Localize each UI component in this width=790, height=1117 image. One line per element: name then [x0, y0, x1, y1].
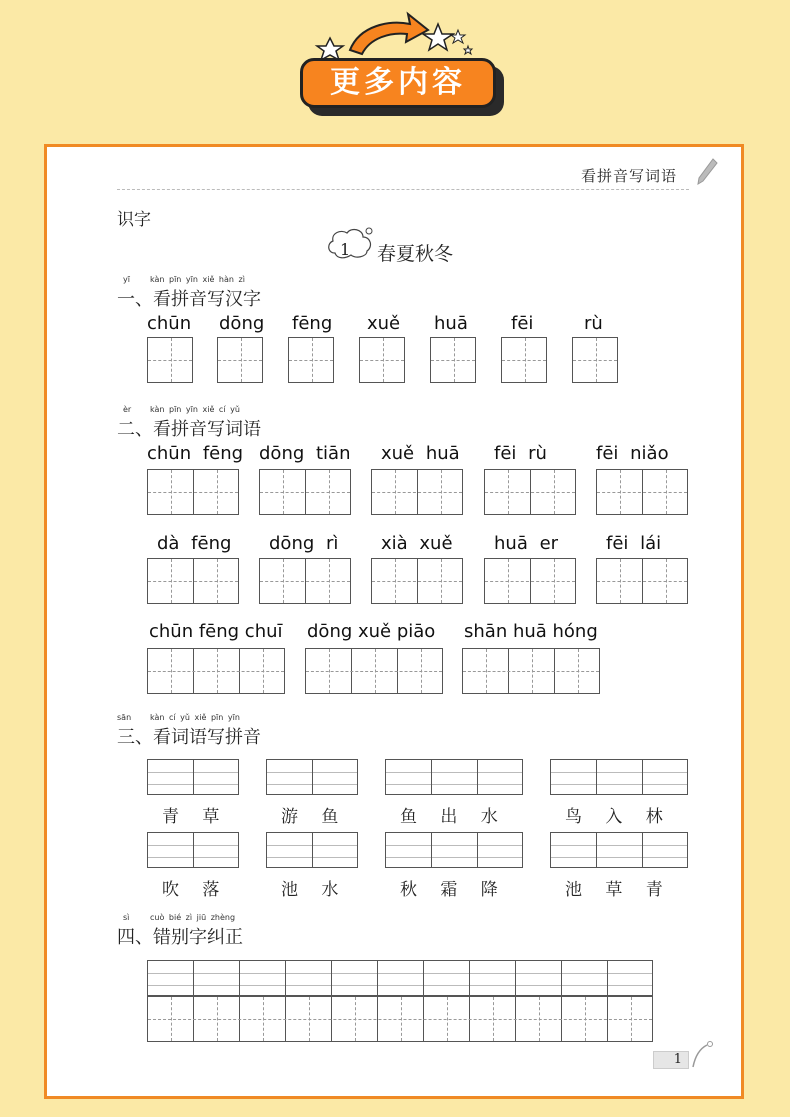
grid-guide: [597, 492, 687, 493]
writing-grid[interactable]: [359, 337, 405, 383]
section1-title: 一、看拼音写汉字: [117, 289, 261, 310]
pinyin-label: fēi rù: [494, 443, 547, 464]
pinyin-label: dōng tiān: [259, 443, 351, 464]
grid-cell-divider: [561, 961, 562, 995]
pinyin-label: xià xuě: [381, 533, 453, 554]
writing-grid[interactable]: [484, 469, 576, 515]
pinyin-label: chūn fēng: [147, 443, 244, 464]
writing-grid[interactable]: [217, 337, 263, 383]
word-label: 池 水: [281, 880, 339, 900]
section1-pinyin: kàn pīn yīn xiě hàn zì: [150, 275, 245, 284]
pinyin-line: [551, 784, 687, 785]
quill-icon: [689, 1039, 715, 1069]
grid-guide: [218, 360, 262, 361]
grid-cell-divider: [239, 961, 240, 995]
pinyin-label: dōng: [219, 313, 265, 334]
grid-guide: [597, 581, 687, 582]
pinyin-grid[interactable]: [147, 960, 653, 996]
pinyin-line: [386, 784, 522, 785]
writing-grid[interactable]: [572, 337, 618, 383]
grid-guide: [148, 671, 284, 672]
writing-grid[interactable]: [305, 648, 443, 694]
pinyin-label: xuě huā: [381, 443, 460, 464]
section3-pinyin: kàn cí yǔ xiě pīn yīn: [150, 713, 240, 722]
word-label: 鸟 入 林: [565, 807, 663, 827]
unit-label: 识字: [117, 210, 151, 230]
writing-grid[interactable]: [147, 648, 285, 694]
writing-grid[interactable]: [147, 996, 653, 1042]
grid-cell-divider: [596, 760, 597, 794]
pinyin-label: dōng rì: [269, 533, 339, 554]
pinyin-line: [551, 772, 687, 773]
writing-grid[interactable]: [596, 558, 688, 604]
section4-pinyin: cuò bié zì jiū zhèng: [150, 913, 236, 922]
grid-guide: [573, 360, 617, 361]
header-title: 看拼音写词语: [581, 167, 678, 185]
grid-guide: [306, 671, 442, 672]
page-number: 1: [673, 1052, 682, 1067]
pinyin-line: [148, 985, 652, 986]
pinyin-label: fēi niǎo: [596, 443, 669, 464]
grid-cell-divider: [431, 760, 432, 794]
grid-guide: [148, 360, 192, 361]
section2-title: 二、看拼音写词语: [117, 419, 261, 440]
pinyin-line: [148, 973, 652, 974]
banner-label: 更多内容: [330, 65, 466, 100]
grid-cell-divider: [596, 833, 597, 867]
worksheet-page: [44, 144, 744, 1099]
pinyin-label: chūn fēng chuī: [149, 621, 283, 642]
section3-title: 三、看词语写拼音: [117, 727, 261, 748]
star-icon: [423, 24, 453, 50]
pinyin-label: fēi lái: [606, 533, 662, 554]
pinyin-line: [386, 845, 522, 846]
pinyin-grid[interactable]: [550, 832, 688, 868]
pinyin-line: [551, 857, 687, 858]
word-label: 秋 霜 降: [400, 880, 498, 900]
pinyin-grid[interactable]: [550, 759, 688, 795]
word-label: 青 草: [162, 807, 220, 827]
header-divider: [117, 189, 689, 190]
grid-cell-divider: [193, 833, 194, 867]
section2-pinyin: kàn pīn yīn xiě cí yǔ: [150, 405, 240, 414]
pinyin-label: fēi: [511, 313, 534, 334]
grid-cell-divider: [285, 961, 286, 995]
section4-pinyin-num: sì: [123, 913, 130, 922]
word-label: 池 草 青: [565, 880, 663, 900]
grid-guide: [463, 671, 599, 672]
grid-cell-divider: [193, 760, 194, 794]
pinyin-label: huā er: [494, 533, 559, 554]
grid-guide: [485, 581, 575, 582]
page-number-box: [653, 1051, 689, 1069]
pinyin-grid[interactable]: [385, 832, 523, 868]
grid-cell-divider: [515, 961, 516, 995]
pinyin-grid[interactable]: [266, 759, 358, 795]
star-icon: [317, 38, 343, 60]
writing-grid[interactable]: [147, 558, 239, 604]
grid-guide: [260, 581, 350, 582]
pinyin-grid[interactable]: [385, 759, 523, 795]
grid-cell-divider: [423, 961, 424, 995]
arrow-icon: [350, 14, 428, 54]
pinyin-line: [386, 772, 522, 773]
word-label: 吹 落: [162, 880, 220, 900]
word-label: 游 鱼: [281, 807, 339, 827]
grid-cell-divider: [193, 961, 194, 995]
grid-guide: [148, 492, 238, 493]
word-label: 鱼 出 水: [400, 807, 498, 827]
grid-cell-divider: [331, 961, 332, 995]
pinyin-label: rù: [584, 313, 603, 334]
pinyin-label: huā: [434, 313, 468, 334]
grid-cell-divider: [377, 961, 378, 995]
pinyin-label: xuě: [367, 313, 401, 334]
grid-guide: [431, 360, 475, 361]
writing-grid[interactable]: [371, 469, 463, 515]
pinyin-line: [386, 857, 522, 858]
grid-guide: [372, 492, 462, 493]
pinyin-label: fēng: [292, 313, 333, 334]
grid-guide: [289, 360, 333, 361]
section1-pinyin-num: yī: [123, 275, 130, 284]
grid-guide: [148, 581, 238, 582]
grid-guide: [260, 492, 350, 493]
grid-cell-divider: [477, 760, 478, 794]
more-content-banner[interactable]: [300, 58, 500, 112]
grid-cell-divider: [431, 833, 432, 867]
writing-grid[interactable]: [596, 469, 688, 515]
grid-guide: [485, 492, 575, 493]
writing-grid[interactable]: [484, 558, 576, 604]
pinyin-label: dà fēng: [157, 533, 232, 554]
section2-pinyin-num: èr: [123, 405, 132, 414]
lesson-number: 1: [340, 240, 351, 259]
grid-cell-divider: [312, 760, 313, 794]
writing-grid[interactable]: [501, 337, 547, 383]
grid-cell-divider: [469, 961, 470, 995]
grid-cell-divider: [642, 760, 643, 794]
pencil-icon: [695, 157, 719, 187]
pinyin-line: [551, 845, 687, 846]
grid-cell-divider: [477, 833, 478, 867]
writing-grid[interactable]: [147, 337, 193, 383]
writing-grid[interactable]: [288, 337, 334, 383]
writing-grid[interactable]: [147, 469, 239, 515]
writing-grid[interactable]: [259, 558, 351, 604]
section4-title: 四、错别字纠正: [117, 927, 243, 948]
pinyin-label: chūn: [147, 313, 192, 334]
grid-guide: [360, 360, 404, 361]
writing-grid[interactable]: [462, 648, 600, 694]
pinyin-grid[interactable]: [266, 832, 358, 868]
writing-grid[interactable]: [430, 337, 476, 383]
grid-cell-divider: [642, 833, 643, 867]
pinyin-label: shān huā hóng: [464, 621, 598, 642]
section3-pinyin-num: sān: [117, 713, 132, 722]
grid-guide: [372, 581, 462, 582]
writing-grid[interactable]: [371, 558, 463, 604]
writing-grid[interactable]: [259, 469, 351, 515]
grid-cell-divider: [607, 961, 608, 995]
pinyin-grid[interactable]: [147, 759, 239, 795]
pinyin-label: dōng xuě piāo: [307, 621, 436, 642]
pinyin-grid[interactable]: [147, 832, 239, 868]
grid-guide: [502, 360, 546, 361]
lesson-title: 春夏秋冬: [377, 243, 454, 265]
grid-guide: [148, 1019, 652, 1020]
grid-cell-divider: [312, 833, 313, 867]
